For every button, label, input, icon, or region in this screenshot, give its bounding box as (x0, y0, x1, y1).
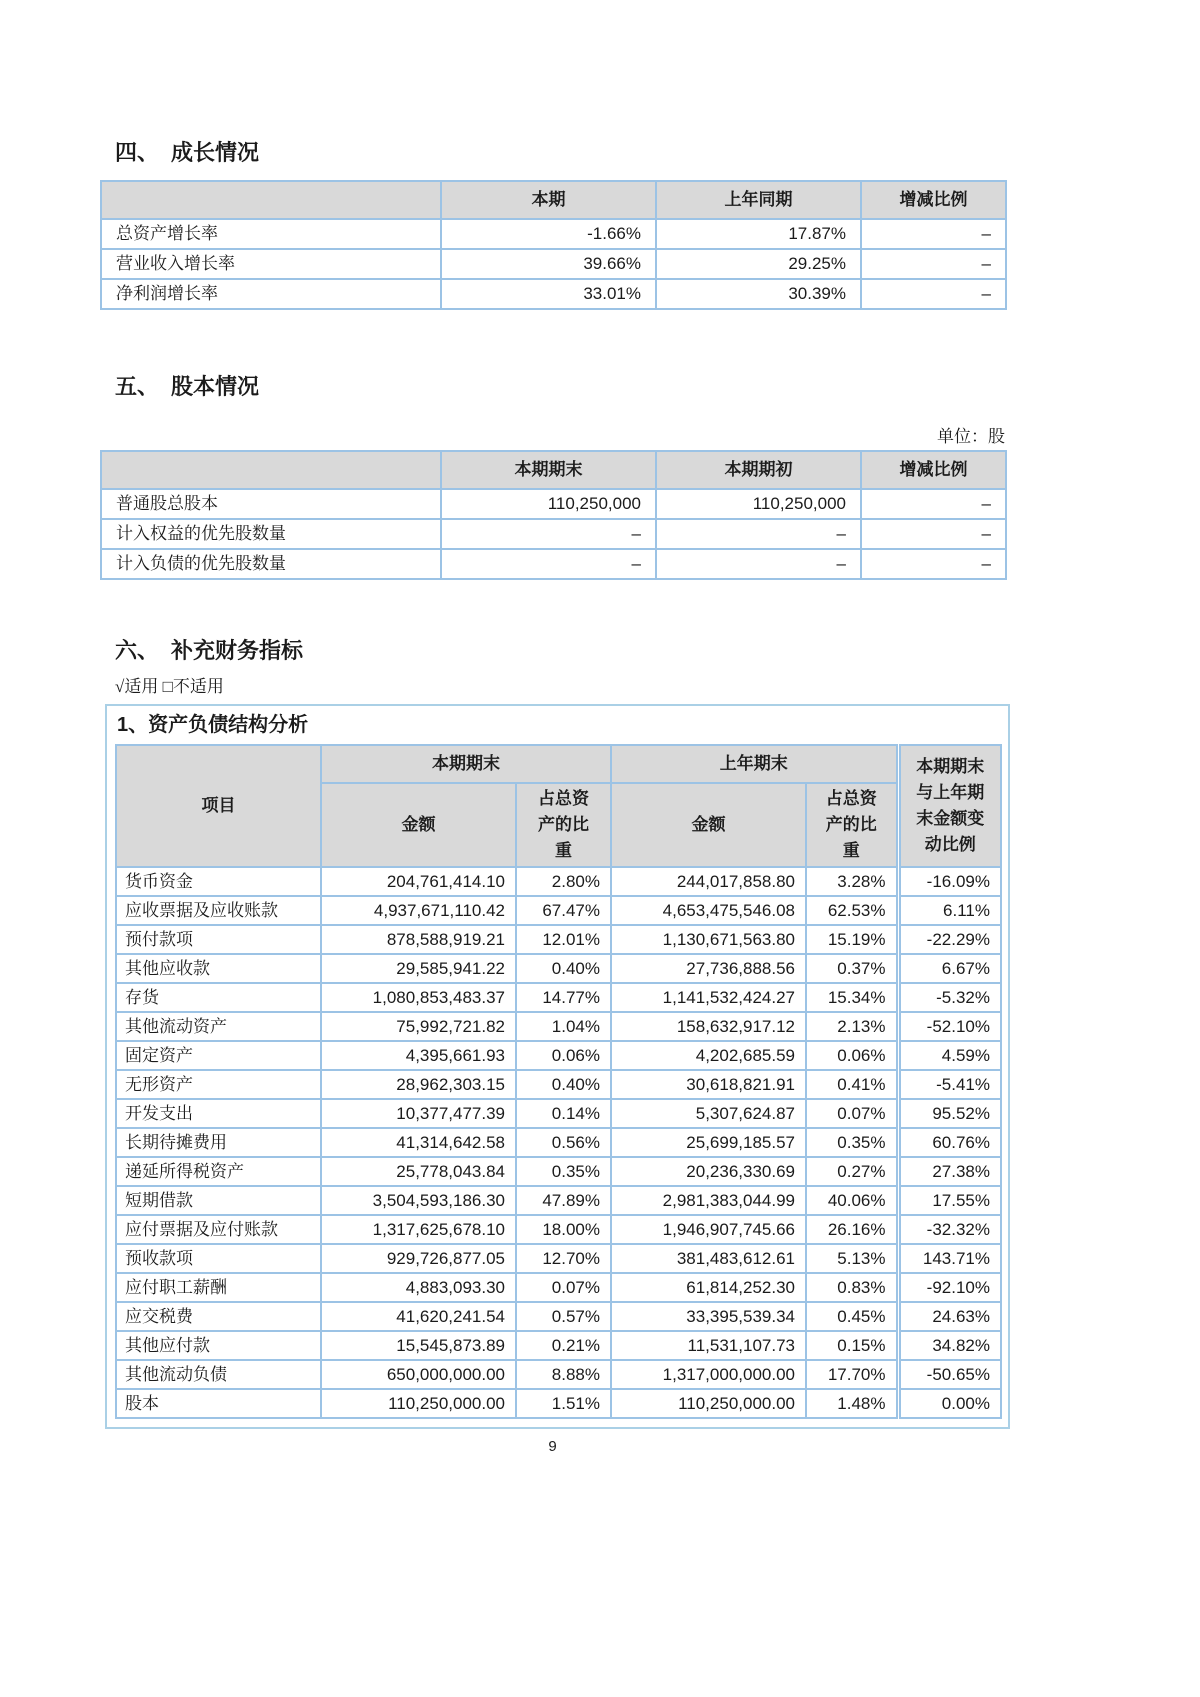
prior-ratio: 0.41% (806, 1070, 898, 1099)
prior-ratio: 0.07% (806, 1099, 898, 1128)
current-ratio: 14.77% (516, 983, 611, 1012)
prior-value: 30.39% (656, 279, 861, 309)
current-amount: 41,314,642.58 (321, 1128, 516, 1157)
change-ratio: 6.67% (898, 954, 1001, 983)
current-ratio: 12.70% (516, 1244, 611, 1273)
header-change-ratio: 增减比例 (861, 181, 1006, 219)
change-ratio: 143.71% (898, 1244, 1001, 1273)
item-label: 其他应付款 (116, 1331, 321, 1360)
item-label: 开发支出 (116, 1099, 321, 1128)
balance-structure-table (115, 744, 1002, 1419)
prior-ratio: 17.70% (806, 1360, 898, 1389)
change-ratio: 4.59% (898, 1041, 1001, 1070)
current-value: -1.66% (441, 219, 656, 249)
current-value: 39.66% (441, 249, 656, 279)
section-title: 补充财务指标 (171, 638, 304, 663)
item-label: 其他流动资产 (116, 1012, 321, 1041)
share-capital-table (100, 450, 1007, 580)
section-number: 五、 (115, 374, 160, 399)
period-end-value: – (441, 519, 656, 549)
header-period-end: 本期期末 (441, 451, 656, 489)
current-amount: 1,080,853,483.37 (321, 983, 516, 1012)
current-amount: 28,962,303.15 (321, 1070, 516, 1099)
change-value: – (861, 489, 1006, 519)
item-label: 存货 (116, 983, 321, 1012)
prior-amount: 4,202,685.59 (611, 1041, 806, 1070)
prior-amount: 25,699,185.57 (611, 1128, 806, 1157)
table-row (116, 983, 1001, 1012)
current-ratio: 47.89% (516, 1186, 611, 1215)
header-blank (101, 451, 441, 489)
prior-ratio: 0.45% (806, 1302, 898, 1331)
table-header-row (101, 451, 1006, 489)
prior-value: 29.25% (656, 249, 861, 279)
table-row (116, 1128, 1001, 1157)
item-label: 应交税费 (116, 1302, 321, 1331)
change-ratio: -52.10% (898, 1012, 1001, 1041)
change-ratio: -5.32% (898, 983, 1001, 1012)
current-ratio: 0.40% (516, 954, 611, 983)
prior-ratio: 5.13% (806, 1244, 898, 1273)
prior-amount: 1,141,532,424.27 (611, 983, 806, 1012)
current-amount: 4,937,671,110.42 (321, 896, 516, 925)
section-number: 六、 (115, 638, 160, 663)
analysis-title: 1、资产负债结构分析 (117, 714, 309, 736)
document-page (100, 0, 1005, 1457)
current-amount: 929,726,877.05 (321, 1244, 516, 1273)
current-amount: 3,504,593,186.30 (321, 1186, 516, 1215)
growth-table (100, 180, 1007, 310)
prior-amount: 1,946,907,745.66 (611, 1215, 806, 1244)
table-header-row (116, 745, 1001, 783)
current-amount: 25,778,043.84 (321, 1157, 516, 1186)
prior-amount: 1,130,671,563.80 (611, 925, 806, 954)
prior-amount: 61,814,252.30 (611, 1273, 806, 1302)
prior-amount: 381,483,612.61 (611, 1244, 806, 1273)
current-ratio: 0.57% (516, 1302, 611, 1331)
header-group-prior: 上年期末 (611, 745, 898, 783)
current-ratio: 0.40% (516, 1070, 611, 1099)
current-ratio: 0.14% (516, 1099, 611, 1128)
current-amount: 4,883,093.30 (321, 1273, 516, 1302)
change-ratio: 6.11% (898, 896, 1001, 925)
change-value: – (861, 519, 1006, 549)
row-label: 总资产增长率 (101, 219, 441, 249)
table-row (116, 1331, 1001, 1360)
item-label: 长期待摊费用 (116, 1128, 321, 1157)
change-ratio: -16.09% (898, 867, 1001, 896)
current-ratio: 18.00% (516, 1215, 611, 1244)
prior-ratio: 3.28% (806, 867, 898, 896)
header-amount-current: 金额 (321, 783, 516, 867)
prior-ratio: 62.53% (806, 896, 898, 925)
header-change-ratio: 本期期末与上年期末金额变动比例 (898, 745, 1001, 867)
current-ratio: 0.56% (516, 1128, 611, 1157)
item-label: 货币资金 (116, 867, 321, 896)
table-row (116, 925, 1001, 954)
current-ratio: 12.01% (516, 925, 611, 954)
prior-amount: 27,736,888.56 (611, 954, 806, 983)
current-ratio: 0.06% (516, 1041, 611, 1070)
table-row (116, 1389, 1001, 1418)
prior-amount: 4,653,475,546.08 (611, 896, 806, 925)
current-amount: 878,588,919.21 (321, 925, 516, 954)
current-amount: 29,585,941.22 (321, 954, 516, 983)
current-value: 33.01% (441, 279, 656, 309)
change-value: – (861, 279, 1006, 309)
prior-ratio: 0.06% (806, 1041, 898, 1070)
change-ratio: 95.52% (898, 1099, 1001, 1128)
change-ratio: 0.00% (898, 1389, 1001, 1418)
current-ratio: 0.21% (516, 1331, 611, 1360)
item-label: 其他应收款 (116, 954, 321, 983)
item-label: 预付款项 (116, 925, 321, 954)
item-label: 其他流动负债 (116, 1360, 321, 1389)
current-ratio: 1.04% (516, 1012, 611, 1041)
item-label: 股本 (116, 1389, 321, 1418)
header-ratio-current: 占总资产的比重 (516, 783, 611, 867)
balance-structure-box (105, 704, 1010, 1429)
change-ratio: 17.55% (898, 1186, 1001, 1215)
item-label: 固定资产 (116, 1041, 321, 1070)
table-row (116, 896, 1001, 925)
row-label: 净利润增长率 (101, 279, 441, 309)
item-label: 递延所得税资产 (116, 1157, 321, 1186)
table-row (101, 219, 1006, 249)
prior-amount: 2,981,383,044.99 (611, 1186, 806, 1215)
section-number: 四、 (115, 140, 160, 165)
prior-ratio: 2.13% (806, 1012, 898, 1041)
prior-ratio: 0.83% (806, 1273, 898, 1302)
prior-ratio: 15.19% (806, 925, 898, 954)
prior-amount: 5,307,624.87 (611, 1099, 806, 1128)
item-label: 应付票据及应付账款 (116, 1215, 321, 1244)
current-ratio: 1.51% (516, 1389, 611, 1418)
current-ratio: 0.07% (516, 1273, 611, 1302)
current-amount: 75,992,721.82 (321, 1012, 516, 1041)
section-title: 成长情况 (171, 140, 260, 165)
table-row (101, 279, 1006, 309)
header-group-current: 本期期末 (321, 745, 611, 783)
current-amount: 41,620,241.54 (321, 1302, 516, 1331)
prior-amount: 20,236,330.69 (611, 1157, 806, 1186)
section-heading-share-capital (115, 374, 1005, 400)
prior-amount: 1,317,000,000.00 (611, 1360, 806, 1389)
table-row (116, 1157, 1001, 1186)
table-row (116, 1070, 1001, 1099)
change-value: – (861, 549, 1006, 579)
prior-ratio: 40.06% (806, 1186, 898, 1215)
table-row (116, 954, 1001, 983)
table-row (116, 1273, 1001, 1302)
period-begin-value: 110,250,000 (656, 489, 861, 519)
unit-note: 单位：股 (937, 427, 1005, 446)
header-current-period: 本期 (441, 181, 656, 219)
table-row (116, 1360, 1001, 1389)
table-row (116, 1215, 1001, 1244)
change-ratio: 24.63% (898, 1302, 1001, 1331)
applicability-note: √适用 □不适用 (115, 677, 224, 696)
prior-amount: 158,632,917.12 (611, 1012, 806, 1041)
header-prior-period: 上年同期 (656, 181, 861, 219)
section-title: 股本情况 (171, 374, 260, 399)
change-ratio: -32.32% (898, 1215, 1001, 1244)
page-number: 9 (548, 1438, 557, 1455)
period-end-value: 110,250,000 (441, 489, 656, 519)
change-ratio: -22.29% (898, 925, 1001, 954)
table-row (101, 549, 1006, 579)
table-row (116, 1041, 1001, 1070)
table-row (116, 1244, 1001, 1273)
current-amount: 1,317,625,678.10 (321, 1215, 516, 1244)
table-row (101, 249, 1006, 279)
header-amount-prior: 金额 (611, 783, 806, 867)
prior-ratio: 0.35% (806, 1128, 898, 1157)
change-ratio: 34.82% (898, 1331, 1001, 1360)
change-ratio: -50.65% (898, 1360, 1001, 1389)
prior-value: 17.87% (656, 219, 861, 249)
item-label: 预收款项 (116, 1244, 321, 1273)
period-begin-value: – (656, 549, 861, 579)
item-label: 无形资产 (116, 1070, 321, 1099)
table-row (116, 1186, 1001, 1215)
table-row (116, 1099, 1001, 1128)
period-end-value: – (441, 549, 656, 579)
section-heading-growth (115, 140, 1005, 166)
prior-ratio: 0.15% (806, 1331, 898, 1360)
current-ratio: 8.88% (516, 1360, 611, 1389)
prior-ratio: 26.16% (806, 1215, 898, 1244)
item-label: 短期借款 (116, 1186, 321, 1215)
table-header-row (101, 181, 1006, 219)
row-label: 营业收入增长率 (101, 249, 441, 279)
prior-ratio: 15.34% (806, 983, 898, 1012)
change-ratio: -92.10% (898, 1273, 1001, 1302)
table-row (116, 1302, 1001, 1331)
header-period-begin: 本期期初 (656, 451, 861, 489)
current-amount: 204,761,414.10 (321, 867, 516, 896)
row-label: 计入权益的优先股数量 (101, 519, 441, 549)
prior-amount: 110,250,000.00 (611, 1389, 806, 1418)
current-ratio: 67.47% (516, 896, 611, 925)
prior-amount: 30,618,821.91 (611, 1070, 806, 1099)
change-ratio: 27.38% (898, 1157, 1001, 1186)
current-ratio: 2.80% (516, 867, 611, 896)
table-row (116, 1012, 1001, 1041)
table-row (101, 489, 1006, 519)
prior-amount: 244,017,858.80 (611, 867, 806, 896)
row-label: 计入负债的优先股数量 (101, 549, 441, 579)
prior-amount: 11,531,107.73 (611, 1331, 806, 1360)
item-label: 应付职工薪酬 (116, 1273, 321, 1302)
change-ratio: -5.41% (898, 1070, 1001, 1099)
change-value: – (861, 249, 1006, 279)
item-label: 应收票据及应收账款 (116, 896, 321, 925)
table-row (101, 519, 1006, 549)
prior-ratio: 0.27% (806, 1157, 898, 1186)
prior-ratio: 0.37% (806, 954, 898, 983)
header-change-ratio: 增减比例 (861, 451, 1006, 489)
change-ratio: 60.76% (898, 1128, 1001, 1157)
current-amount: 110,250,000.00 (321, 1389, 516, 1418)
current-amount: 10,377,477.39 (321, 1099, 516, 1128)
current-amount: 4,395,661.93 (321, 1041, 516, 1070)
header-ratio-prior: 占总资产的比重 (806, 783, 898, 867)
table-row (116, 867, 1001, 896)
period-begin-value: – (656, 519, 861, 549)
change-value: – (861, 219, 1006, 249)
current-amount: 15,545,873.89 (321, 1331, 516, 1360)
header-item: 项目 (116, 745, 321, 867)
current-amount: 650,000,000.00 (321, 1360, 516, 1389)
header-blank (101, 181, 441, 219)
current-ratio: 0.35% (516, 1157, 611, 1186)
prior-amount: 33,395,539.34 (611, 1302, 806, 1331)
section-heading-supplementary (115, 638, 1005, 664)
row-label: 普通股总股本 (101, 489, 441, 519)
prior-ratio: 1.48% (806, 1389, 898, 1418)
